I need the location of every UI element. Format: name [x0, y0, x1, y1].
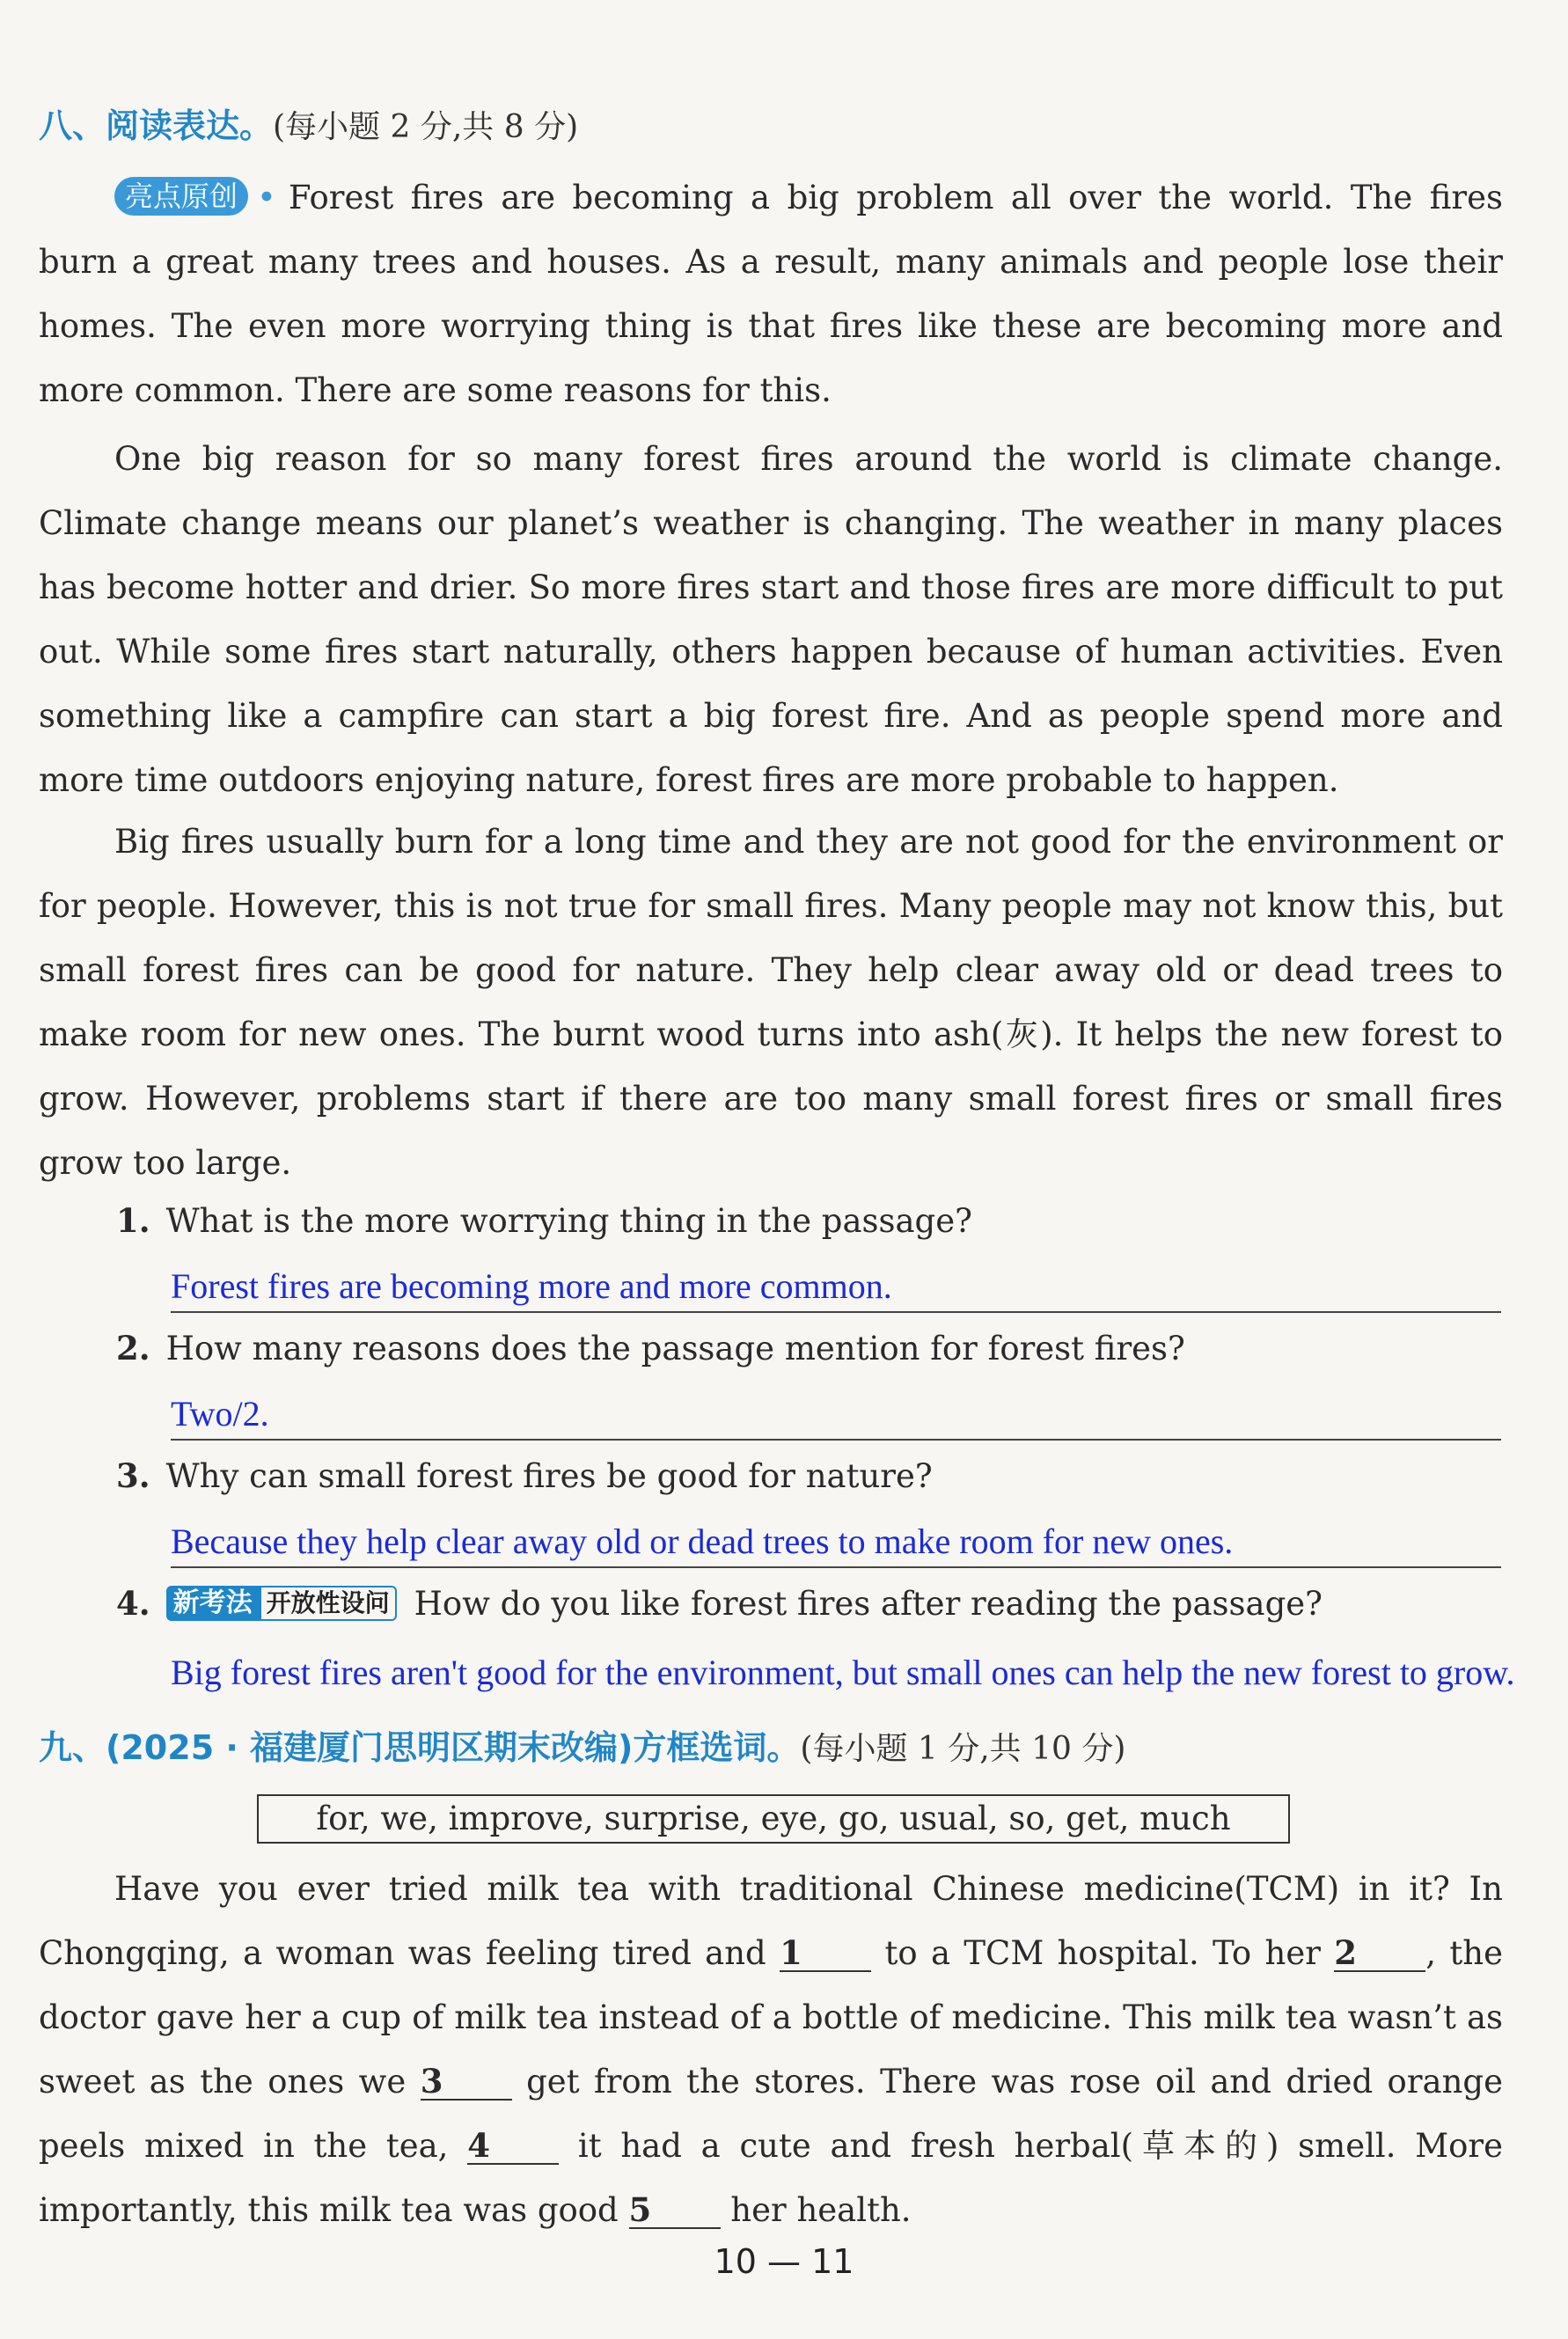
answer-2[interactable]: Two/2.	[171, 1389, 1501, 1441]
blank-2[interactable]: 2	[1334, 1935, 1425, 1972]
blank-5[interactable]: 5	[629, 2192, 721, 2229]
cloze-text-1: Have you ever tried milk tea with traditional Chinese medicine(TCM) in it? In Chongqing, a woman was feeling tired and	[39, 1870, 1503, 1972]
cloze-text-3: , the doctor gave her a cup of milk tea instead of a bottle of medicine. This milk tea wasn’t as sweet as the ones we	[39, 1934, 1504, 2101]
passage-paragraph-1	[39, 165, 1503, 422]
section-8-heading: 八、阅读表达。	[39, 106, 274, 145]
answer-1[interactable]: Forest fires are becoming more and more common.	[171, 1262, 1501, 1313]
cloze-text-6: her health.	[730, 2191, 912, 2229]
section-8-score-note: (每小题 2 分,共 8 分)	[273, 109, 579, 145]
cloze-text-4: get from the stores. There was rose oil and dried orange peels mixed in the tea,	[39, 2063, 1503, 2165]
blank-3[interactable]: 3	[421, 2064, 512, 2101]
badge-dot-icon: •	[257, 179, 276, 216]
cloze-passage	[39, 1857, 1503, 2242]
question-1	[116, 1201, 1503, 1240]
question-number: 2.	[116, 1329, 150, 1367]
cloze-text-2: to a TCM hospital. To her	[884, 1934, 1321, 1972]
blank-4[interactable]: 4	[467, 2128, 559, 2165]
page-number: 10 — 11	[714, 2242, 854, 2281]
question-text: How do you like forest fires after reading the passage?	[414, 1585, 1323, 1623]
question-number: 4.	[116, 1584, 150, 1623]
paragraph-1-text: Forest fires are becoming a big problem all over the world. The fires burn a great many trees and houses. As a result, many animals and people lose their homes. The even more worrying thing is that fires like these are becoming more and more common. There are some reasons for this.	[39, 179, 1503, 409]
answer-4[interactable]: Big forest fires aren't good for the environment, but small ones can help the new forest to grow.	[171, 1653, 1515, 1692]
passage-paragraph-2: One big reason for so many forest fires around the world is climate change. Climate change means our planet’s weather is changing. The weather in many places has become hotter and drier. So more fires start and those fires are more difficult to put out. While some fires start naturally, others happen because of human activities. Even something like a campfire can start a big forest fire. And as people spend more and more time outdoors enjoying nature, forest fires are more probable to happen.	[39, 440, 1503, 799]
section-9-heading: 九、(2025 · 福建厦门思明区期末改编)方框选词。	[39, 1728, 801, 1767]
word-box: for, we, improve, surprise, eye, go, usual, so, get, much	[257, 1794, 1290, 1844]
original-badge: 亮点原创	[114, 177, 248, 216]
question-number: 3.	[116, 1456, 150, 1495]
question-3	[116, 1456, 1503, 1495]
question-2	[116, 1329, 1503, 1367]
new-method-badge: 新考法	[166, 1586, 260, 1621]
section-9-title	[39, 1720, 1125, 1769]
cloze-text-5: it had a cute and fresh herbal(草本的) smell. More importantly, this milk tea was good	[39, 2127, 1503, 2229]
passage-paragraph-3: Big fires usually burn for a long time and they are not good for the environment or for people. However, this is not true for small fires. Many people may not know this, but small forest fires can be good for nature. They help clear away old or dead trees to make room for new ones. The burnt wood turns into ash(灰). It helps the new forest to grow. However, problems start if there are too many small forest fires or small fires grow too large.	[39, 823, 1503, 1182]
question-text: How many reasons does the passage mention for forest fires?	[165, 1330, 1185, 1367]
question-text: What is the more worrying thing in the passage?	[165, 1202, 972, 1240]
section-9-score-note: (每小题 1 分,共 10 分)	[800, 1731, 1126, 1767]
question-text: Why can small forest fires be good for nature?	[165, 1457, 933, 1495]
question-4	[116, 1584, 1503, 1623]
section-8-title	[39, 99, 578, 147]
open-question-badge: 开放性设问	[260, 1586, 397, 1621]
blank-1[interactable]: 1	[780, 1935, 871, 1972]
answer-3[interactable]: Because they help clear away old or dead trees to make room for new ones.	[171, 1517, 1501, 1568]
question-number: 1.	[116, 1201, 150, 1240]
